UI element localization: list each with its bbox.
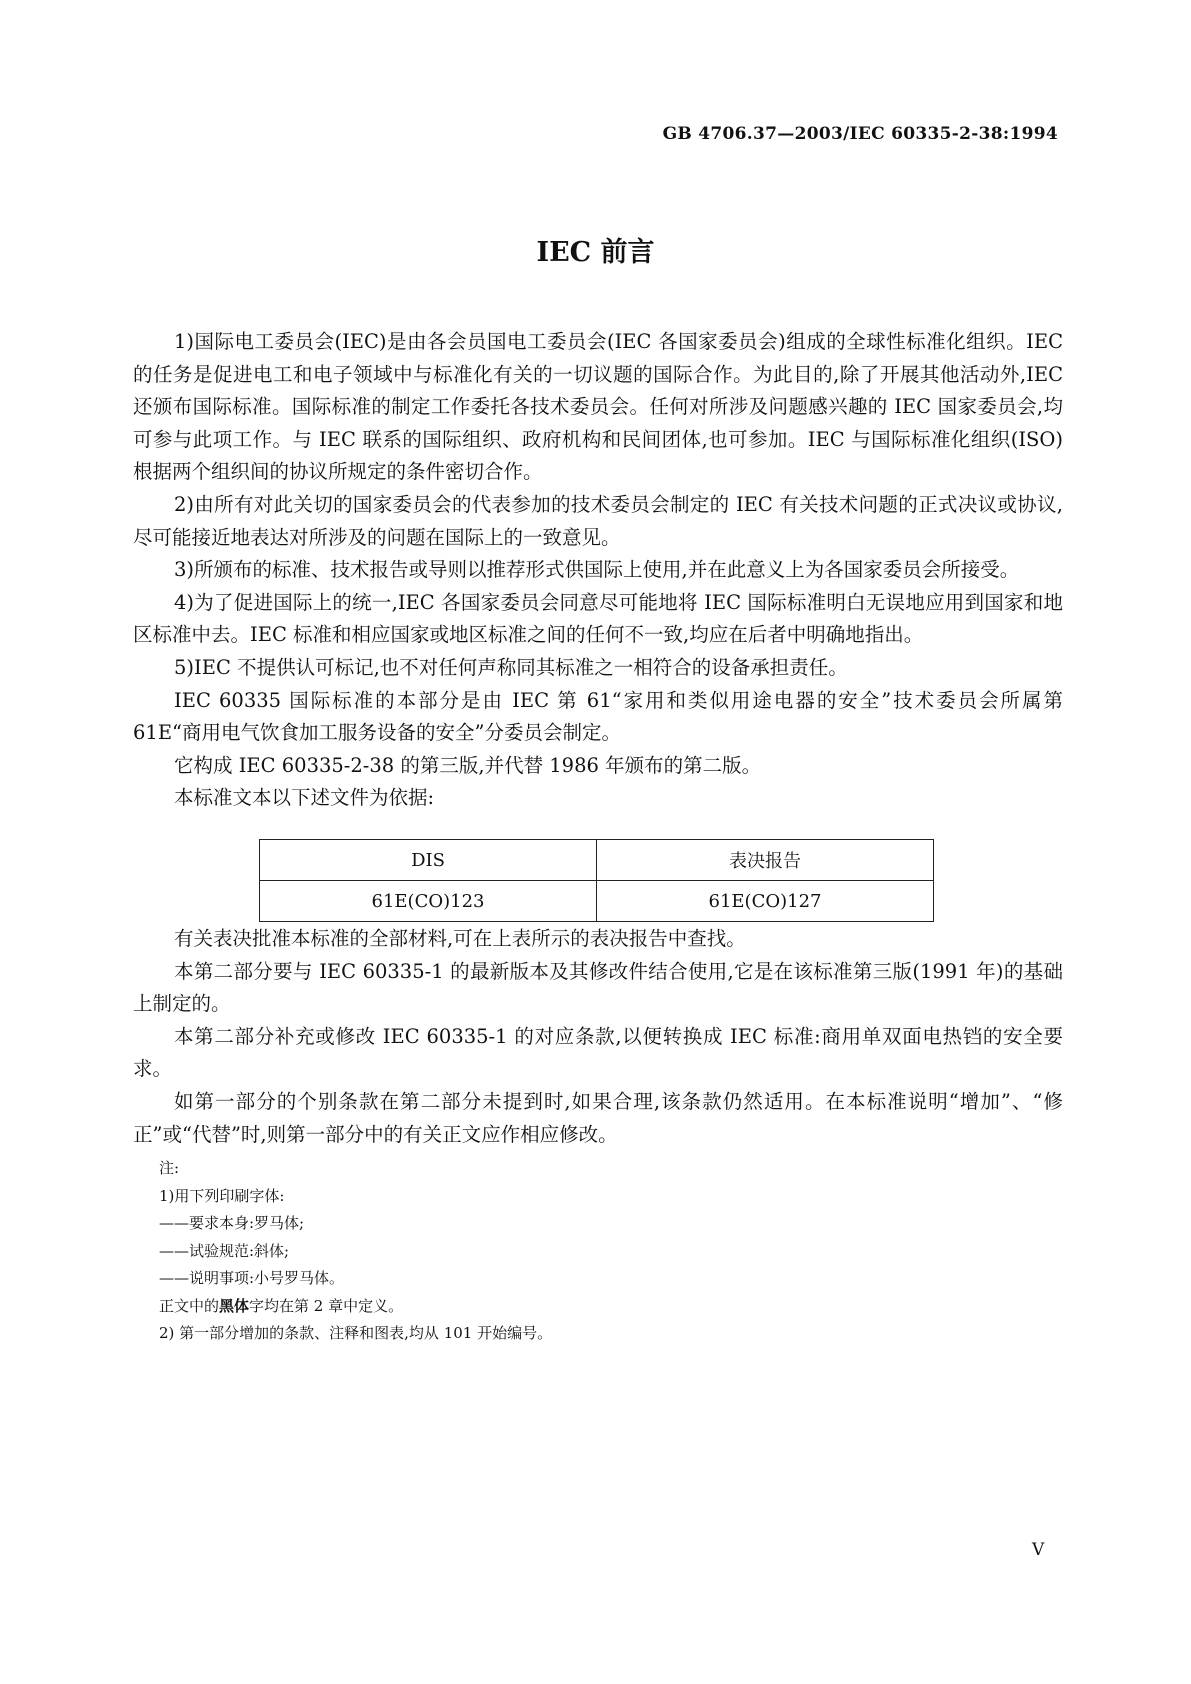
paragraph: 2)由所有对此关切的国家委员会的代表参加的技术委员会制定的 IEC 有关技术问题的正式决议或协议,尽可能接近地表达对所涉及的问题在国际上的一致意见。 [133, 492, 1063, 549]
note-item: ——说明事项:小号罗马体。 [159, 1269, 345, 1287]
note-text: 正文中的 [159, 1296, 220, 1315]
note-item: ——要求本身:罗马体; [159, 1214, 305, 1232]
foreword-body-continued [133, 923, 1063, 1151]
table-row [260, 881, 934, 922]
note-text: 字均在第 2 章中定义。 [249, 1296, 404, 1315]
paragraph: 如第一部分的个别条款在第二部分未提到时,如果合理,该条款仍然适用。在本标准说明“增加”、“修正”或“代替”时,则第一部分中的有关正文应作相应修改。 [133, 1089, 1063, 1146]
note-item: 1)用下列印刷字体: [159, 1186, 285, 1205]
page-title: IEC 前言 [536, 237, 655, 268]
paragraph: 1)国际电工委员会(IEC)是由各会员国电工委员会(IEC 各国家委员会)组成的全球性标准化组织。IEC 的任务是促进电工和电子领域中与标准化有关的一切议题的国际合作。为此目的,除了开展其他活动外,IEC 还颁布国际标准。国际标准的制定工作委托各技术委员会。任何对所涉及问题感兴趣的 IEC 国家委员会,均可参与此项工作。与 IEC 联系的国际组织、政府机构和民间团体,也可参加。IEC 与国际标准化组织(ISO)根据两个组织间的协议所规定的条件密切合作。 [133, 330, 1063, 484]
table-header-cell: 表决报告 [597, 840, 934, 881]
table-cell: 61E(CO)127 [597, 881, 934, 922]
paragraph: 本第二部分补充或修改 IEC 60335-1 的对应条款,以便转换成 IEC 标准:商用单双面电热铛的安全要求。 [133, 1024, 1063, 1081]
note-item [159, 1293, 552, 1321]
paragraph: 5)IEC 不提供认可标记,也不对任何声称同其标准之一相符合的设备承担责任。 [174, 655, 848, 679]
table-header-row [260, 840, 934, 881]
note-bold-text: 黑体 [219, 1296, 250, 1315]
paragraph: 本标准文本以下述文件为依据: [174, 786, 435, 810]
page-number: V [1032, 1540, 1045, 1560]
table-header-cell: DIS [260, 840, 597, 881]
note-item: 2) 第一部分增加的条款、注释和图表,均从 101 开始编号。 [159, 1324, 553, 1342]
foreword-body [133, 326, 1063, 815]
standard-header: GB 4706.37—2003/IEC 60335-2-38:1994 [662, 124, 1058, 144]
paragraph: 4)为了促进国际上的统一,IEC 各国家委员会同意尽可能地将 IEC 国际标准明白无误地应用到国家和地区标准中去。IEC 标准和相应国家或地区标准之间的任何不一致,均应在后者中明确地指出。 [133, 590, 1063, 647]
paragraph: IEC 60335 国际标准的本部分是由 IEC 第 61“家用和类似用途电器的安全”技术委员会所属第 61E“商用电气饮食加工服务设备的安全”分委员会制定。 [133, 688, 1063, 745]
paragraph: 有关表决批准本标准的全部材料,可在上表所示的表决报告中查找。 [174, 927, 746, 950]
paragraph: 3)所颁布的标准、技术报告或导则以推荐形式供国际上使用,并在此意义上为各国家委员会所接受。 [174, 558, 1020, 582]
note-item: ——试验规范:斜体; [159, 1241, 290, 1260]
voting-documents-table [259, 839, 934, 922]
paragraph: 本第二部分要与 IEC 60335-1 的最新版本及其修改件结合使用,它是在该标准第三版(1991 年)的基础上制定的。 [133, 959, 1063, 1016]
paragraph: 它构成 IEC 60335-2-38 的第三版,并代替 1986 年颁布的第二版。 [174, 753, 762, 777]
notes [159, 1155, 552, 1348]
notes-label: 注: [159, 1159, 180, 1177]
table-cell: 61E(CO)123 [260, 881, 597, 922]
